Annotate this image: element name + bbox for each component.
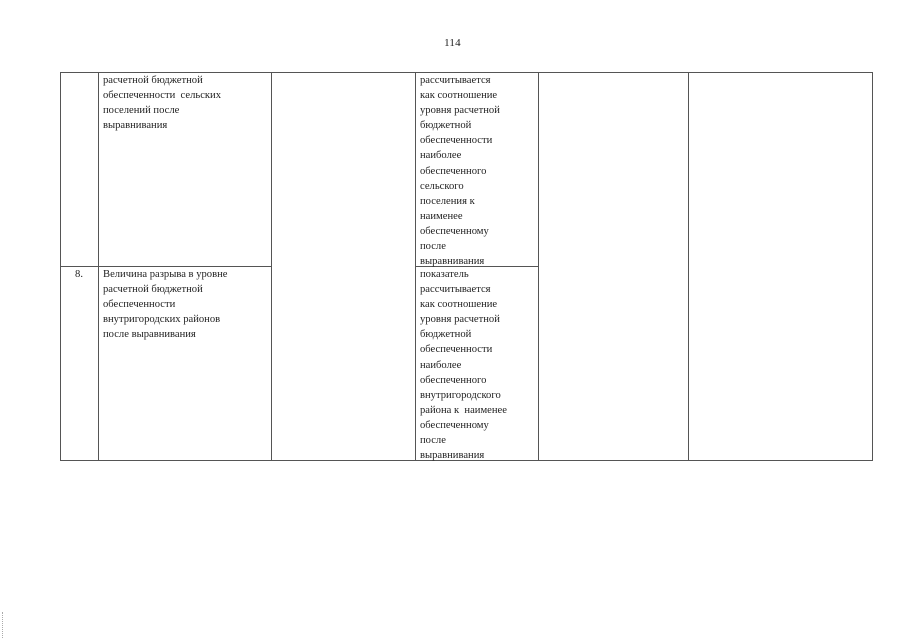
column-divider [415,72,416,461]
column-divider [538,72,539,461]
table-right-border [872,72,873,461]
calculation-method-cell: рассчитывается как соотношение уровня расчетной бюджетной обеспеченности наиболее обеспеченного сельского поселения к наименее обеспеченному после выравнивания [420,75,500,268]
column-divider [688,72,689,461]
indicator-name-cell: расчетной бюджетной обеспеченности сельских поселений после выравнивания [103,75,222,132]
page-number: 114 [444,37,461,49]
column-divider [271,72,272,461]
row-number: 8. [75,269,83,280]
indicator-table [60,72,873,461]
calculation-method-cell: показатель рассчитывается как соотношение уровня расчетной бюджетной обеспеченности наиболее обеспеченного внутригородского района к наименее обеспеченному после выравнивания [420,269,507,462]
scan-edge-mark [2,612,3,638]
indicator-name-cell: Величина разрыва в уровне расчетной бюджетной обеспеченности внутригородских районов после выравнивания [103,269,228,341]
column-divider [98,72,99,461]
